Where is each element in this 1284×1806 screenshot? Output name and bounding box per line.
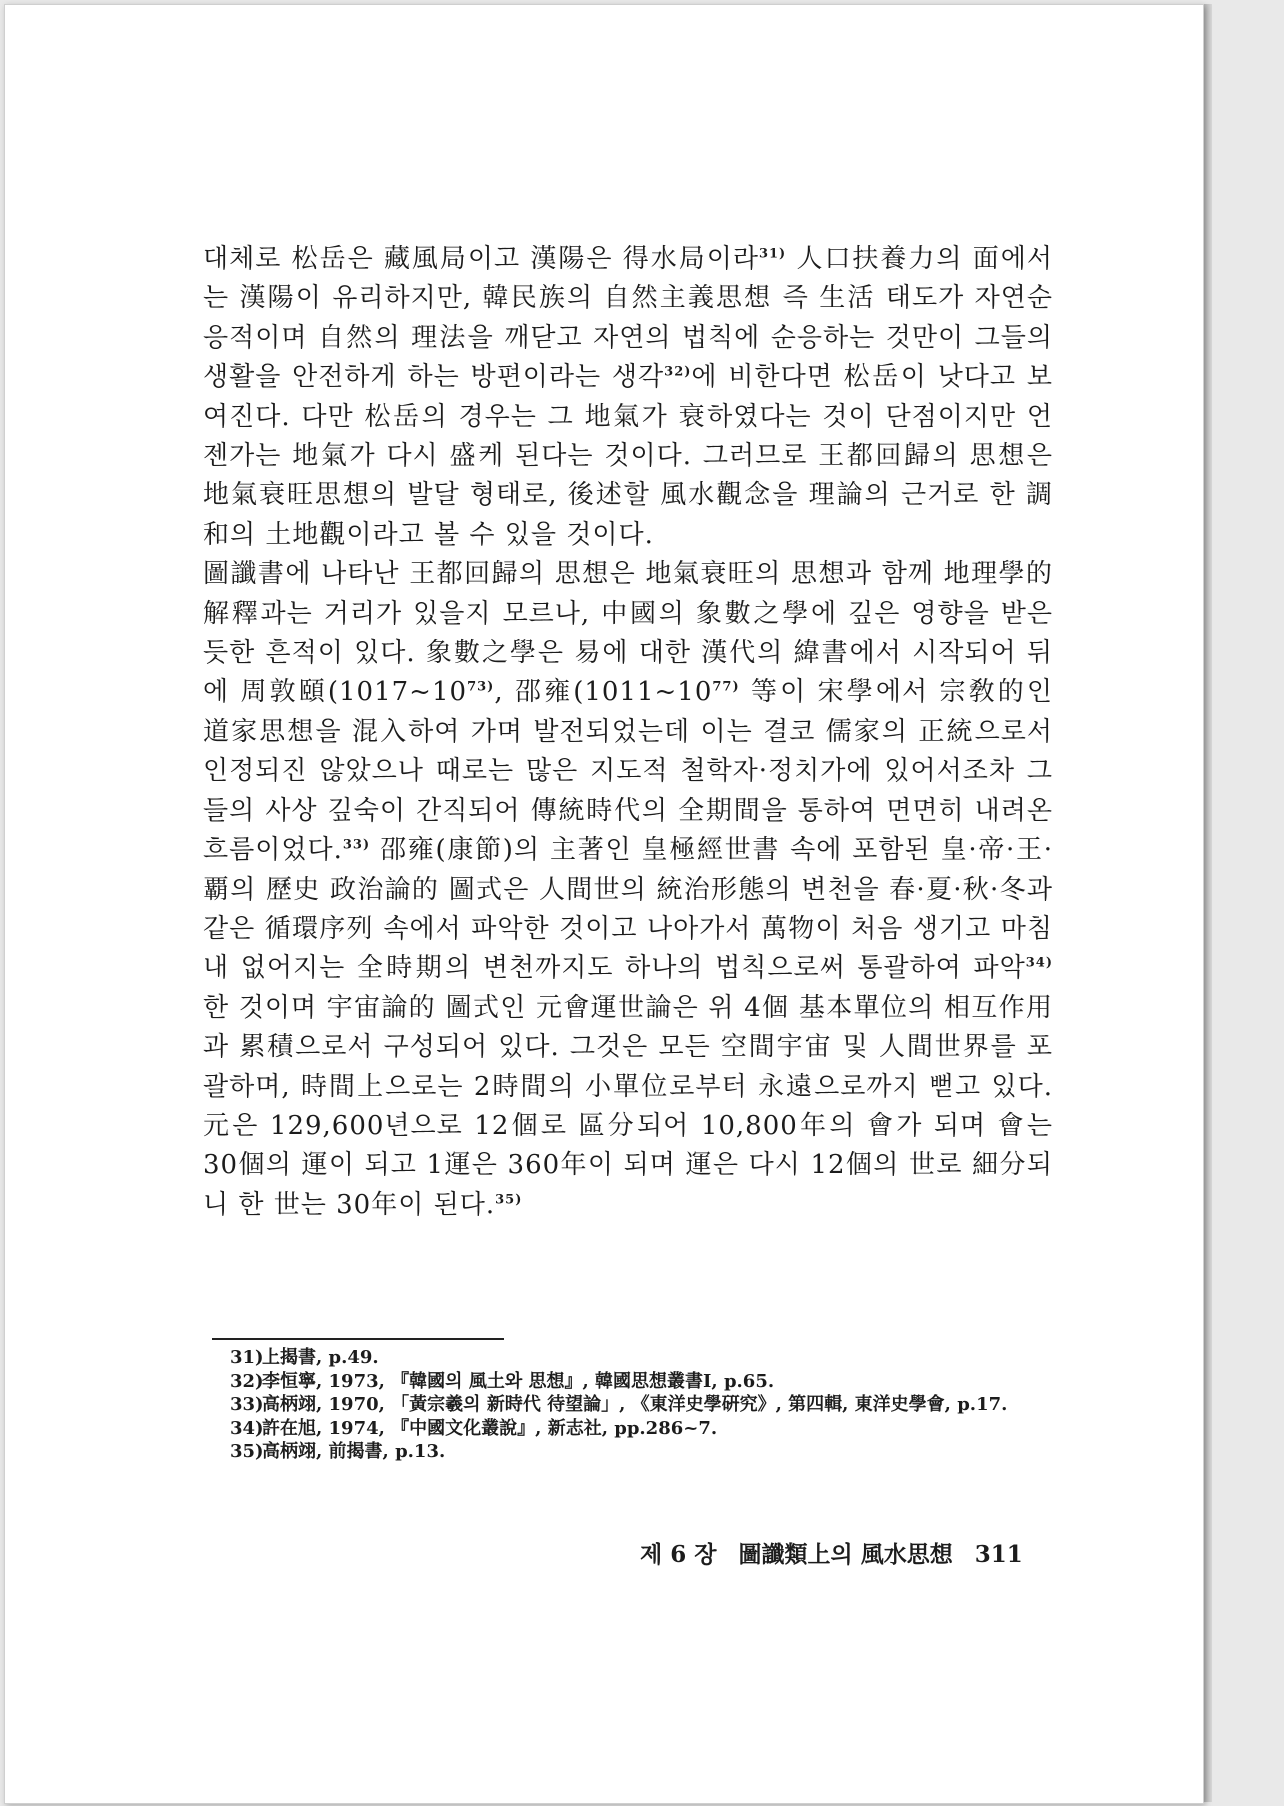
footnote-text: 李恒寧, 1973, 『韓國의 風土와 思想』, 韓國思想叢書Ⅰ, p.65.	[262, 1370, 775, 1392]
chapter-label: 제 6 장	[640, 1541, 717, 1568]
footnote-ref: 77)	[712, 679, 740, 695]
chapter-title: 圖讖類上의 風水思想	[738, 1541, 953, 1568]
footnote-31	[230, 1346, 1050, 1370]
paragraph-1-text: 대체로 松岳은 藏風局이고 漢陽은 得水局이라$^{31)}$ 人口扶養力의 面에서는 漢陽이 유리하지만, 韓民族의 自然主義思想 즉 生活 태도가 자연순응적이며 自然의 理法을 깨닫고 자연의 법칙에 순응하는 것만이 그들의 생활을 안전하게 하는 방편이라는 생각$^{32)}$에 비한다면 松岳이 낫다고 보여진다. 다만 松岳의 경우는 그 地氣가 衰하였다는 것이 단점이지만 언젠가는 地氣가 다시 盛케 된다는 것이다. 그러므로 王都回歸의 思想은 地氣衰旺思想의 발달 형태로, 後述할 風水觀念을 理論의 근거로 한 調和의 土地觀이라고 볼 수 있을 것이다.	[203, 244, 1053, 550]
footnote-ref: 73)	[467, 679, 495, 695]
footnote-ref: 34)	[1025, 955, 1053, 971]
page-edge	[1204, 4, 1212, 1802]
footnote-ref: 31)	[758, 246, 787, 262]
footnote-divider	[212, 1338, 504, 1340]
footnote-33	[230, 1393, 1050, 1417]
footnote-number: 34)	[230, 1417, 264, 1439]
footnote-34	[230, 1417, 1050, 1441]
footnote-text: 高柄翊, 1970, 「黃宗羲의 新時代 待望論」, 《東洋史學硏究》, 第四輯, 東洋史學會, p.17.	[262, 1394, 1008, 1415]
footnote-number: 32)	[230, 1370, 264, 1392]
paragraph-2	[203, 555, 1053, 1225]
footnote-ref: 33)	[342, 837, 371, 853]
body-text	[203, 240, 1053, 1225]
footnote-ref: 35)	[495, 1192, 523, 1208]
paragraph-2-text: 圖讖書에 나타난 王都回歸의 思想은 地氣衰旺의 思想과 함께 地理學的 解釋과는 거리가 있을지 모르나, 中國의 象數之學에 깊은 영향을 받은 듯한 흔적이 있다. 象數之學은 易에 대한 漢代의 緯書에서 시작되어 뒤에 周敦頤(1017~10$^{73)}$, 邵雍(1011~10$^{77)}$ 等이 宋學에서 宗敎的인 道家思想을 混入하여 가며 발전되었는데 이는 결코 儒家의 正統으로서 인정되진 않았으나 때로는 많은 지도적 철학자·정치가에 있어서조차 그들의 사상 깊숙이 간직되어 傳統時代의 全期間을 통하여 면면히 내려온 흐름이었다.$^{33)}$ 邵雍(康節)의 主著인 皇極經世書 속에 포함된 皇·帝·王·覇의 歷史 政治論的 圖式은 人間世의 統治形態의 변천을 春·夏·秋·冬과 같은 循環序列 속에서 파악한 것이고 나아가서 萬物이 처음 생기고 마침내 없어지는 全時期의 변천까지도 하나의 법칙으로써 통괄하여 파악$^{34)}$한 것이며 宇宙論的 圖式인 元會運世論은 위 4個 基本單位의 相互作用과 累積으로서 구성되어 있다. 그것은 모든 空間宇宙 및 人間世界를 포괄하며, 時間上으로는 2時間의 小單位로부터 永遠으로까지 뻗고 있다. 元은 129,600년으로 12個로 區分되어 10,800年의 會가 되며 會는 30個의 運이 되고 1運은 360年이 되며 運은 다시 12個의 世로 細分되니 한 世는 30年이 된다.$^{35)}$	[203, 559, 1053, 1220]
footnote-ref: 32)	[664, 364, 692, 380]
running-footer	[640, 1536, 1060, 1569]
page-number: 311	[974, 1541, 1023, 1568]
footnote-text: 許在旭, 1974, 『中國文化叢說』, 新志社, pp.286~7.	[262, 1417, 718, 1439]
footnote-text: 高柄翊, 前揭書, p.13.	[262, 1441, 446, 1462]
footnote-number: 31)	[230, 1347, 264, 1368]
footnote-text: 上揭書, p.49.	[262, 1347, 379, 1368]
footnote-number: 35)	[230, 1441, 264, 1462]
footnote-35	[230, 1440, 1050, 1464]
footnote-32	[230, 1370, 1050, 1394]
footnote-number: 33)	[230, 1394, 264, 1415]
footnotes	[230, 1346, 1050, 1464]
paragraph-1	[203, 240, 1053, 555]
